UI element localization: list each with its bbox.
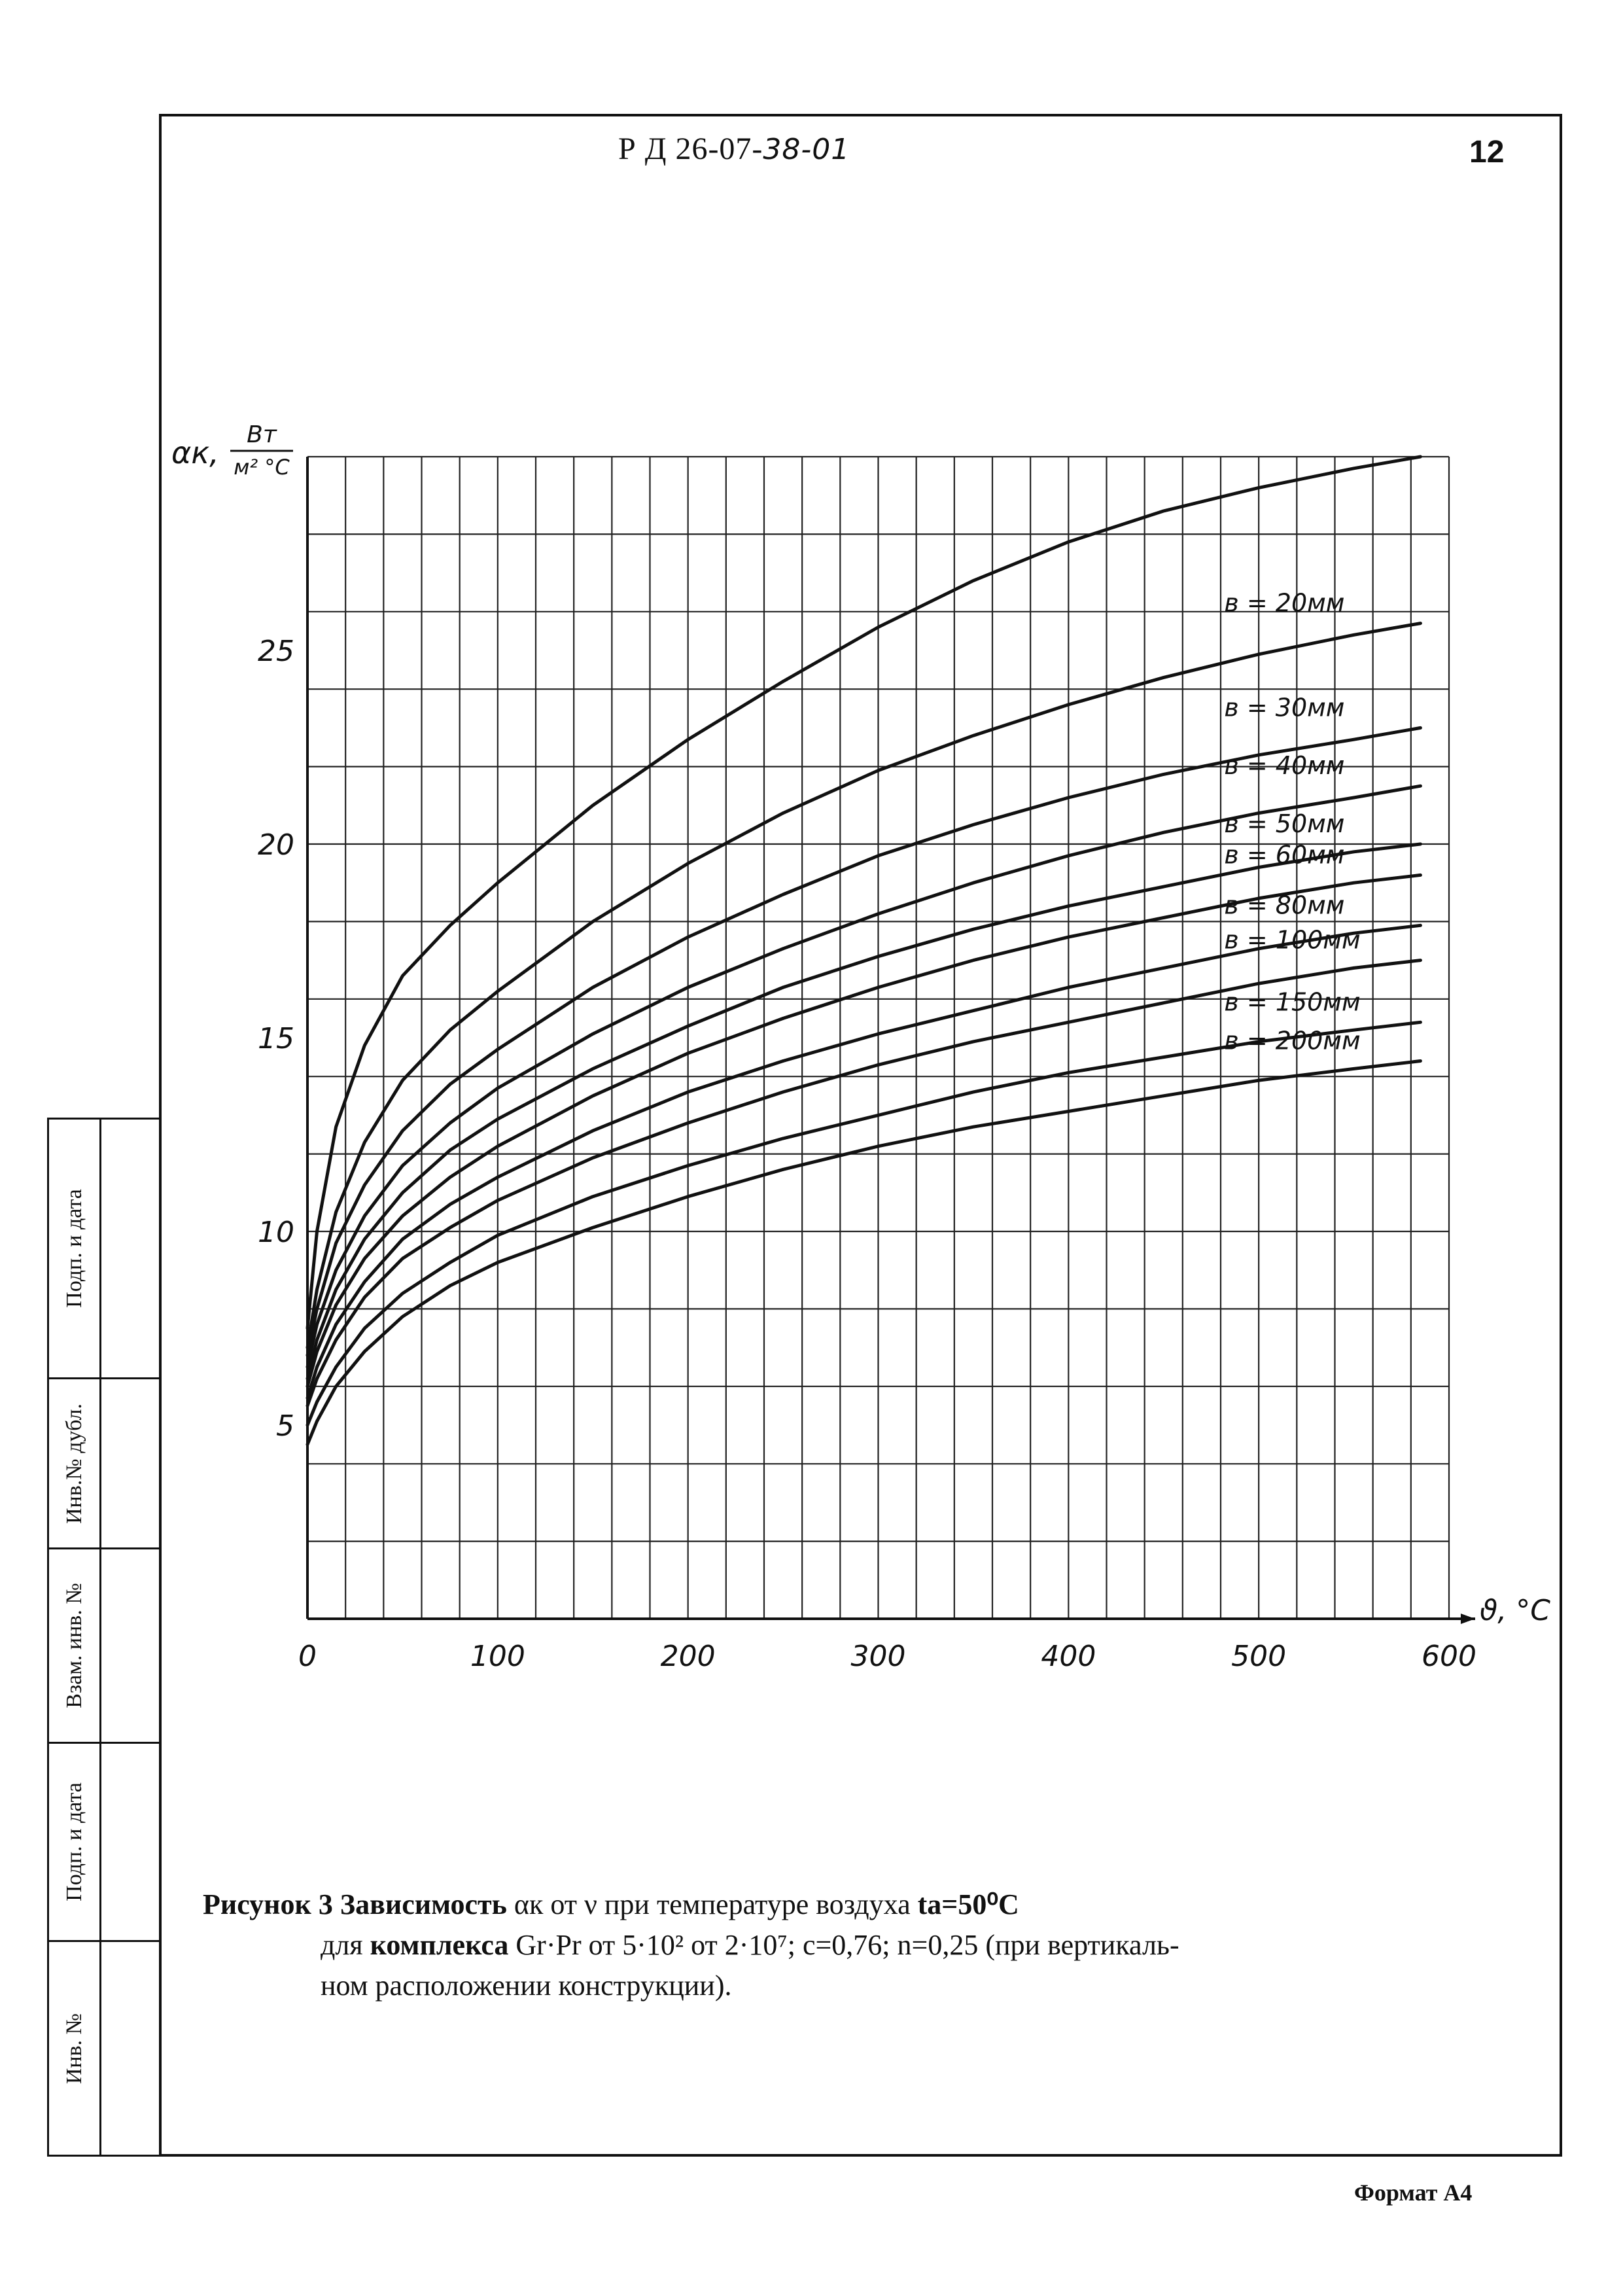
stamp-row-inv-no (47, 1940, 161, 2157)
x-tick-label: 100 (470, 1640, 525, 1673)
caption-air-temp: tа=50⁰С (917, 1888, 1019, 1920)
x-tick-label: 300 (850, 1640, 906, 1673)
document-code-printed: Р Д 26-07- (618, 132, 763, 166)
x-tick-label: 500 (1231, 1640, 1287, 1673)
series-label-5: в = 60мм (1224, 840, 1345, 870)
y-tick-label: 15 (258, 1022, 294, 1055)
caption-line-3: ном расположении конструкции). (321, 1969, 732, 2002)
x-tick-label: 0 (298, 1640, 317, 1673)
page-number: 12 (1469, 135, 1505, 169)
caption-complex: комплекса (370, 1929, 509, 1961)
stamp-label: Взам. инв. № (61, 1583, 86, 1708)
stamp-label: Подп. и дата (61, 1189, 86, 1308)
series-label-4: в = 50мм (1224, 809, 1345, 838)
series-label-2: в = 30мм (1224, 693, 1345, 722)
y-tick-label: 5 (276, 1409, 294, 1443)
stamp-table (47, 1118, 161, 2157)
x-tick-label: 400 (1041, 1640, 1096, 1673)
stamp-label: Подп. и дата (61, 1782, 86, 1901)
series-label-9: в = 200мм (1224, 1026, 1361, 1055)
caption-params: Gr·Pr от 5·10² от 2·10⁷; с=0,76; n=0,25 (при вертикаль- (508, 1929, 1179, 1961)
stamp-row-dup-inv (47, 1377, 161, 1549)
x-tick-label: 600 (1422, 1640, 1476, 1673)
caption-line-2 (203, 1925, 1511, 1966)
figure-caption (203, 1884, 1511, 2006)
caption-text: от ν при температуре воздуха (543, 1888, 918, 1920)
stamp-label: Инв. № (61, 2013, 86, 2084)
series-line-4 (307, 844, 1420, 1379)
stamp-row-sign-date-2 (47, 1742, 161, 1942)
y-axis-unit-numerator: Вт (247, 421, 277, 448)
stamp-label: Инв.№ дубл. (61, 1403, 86, 1524)
caption-prefix: для (321, 1929, 370, 1961)
x-tick-label: 200 (660, 1640, 716, 1673)
x-axis-label: ϑ, °С (1480, 1594, 1550, 1627)
y-tick-label: 25 (258, 635, 294, 668)
y-tick-label: 20 (258, 828, 294, 862)
series-label-7: в = 100мм (1224, 925, 1361, 955)
stamp-row-sign-date-1 (47, 1118, 161, 1379)
y-tick-label: 10 (258, 1216, 294, 1249)
format-label: Формат А4 (1354, 2180, 1473, 2206)
series-label-3: в = 40мм (1224, 751, 1345, 781)
document-code-handwritten: 38-01 (763, 133, 850, 166)
series-label-1: в = 20мм (1224, 588, 1345, 618)
y-axis-unit-denominator: м² °С (234, 455, 290, 480)
caption-symbol: αк (514, 1888, 544, 1920)
x-axis-arrow (1461, 1614, 1475, 1624)
chart-labels (171, 421, 1550, 1673)
series-label-6: в = 80мм (1224, 891, 1345, 920)
caption-figure-title: Рисунок 3 Зависимость (203, 1888, 514, 1920)
y-axis-symbol: αк, (171, 435, 219, 470)
caption-line-1 (203, 1884, 1511, 1925)
stamp-row-replace-inv (47, 1547, 161, 1744)
series-label-8: в = 150мм (1224, 987, 1361, 1017)
